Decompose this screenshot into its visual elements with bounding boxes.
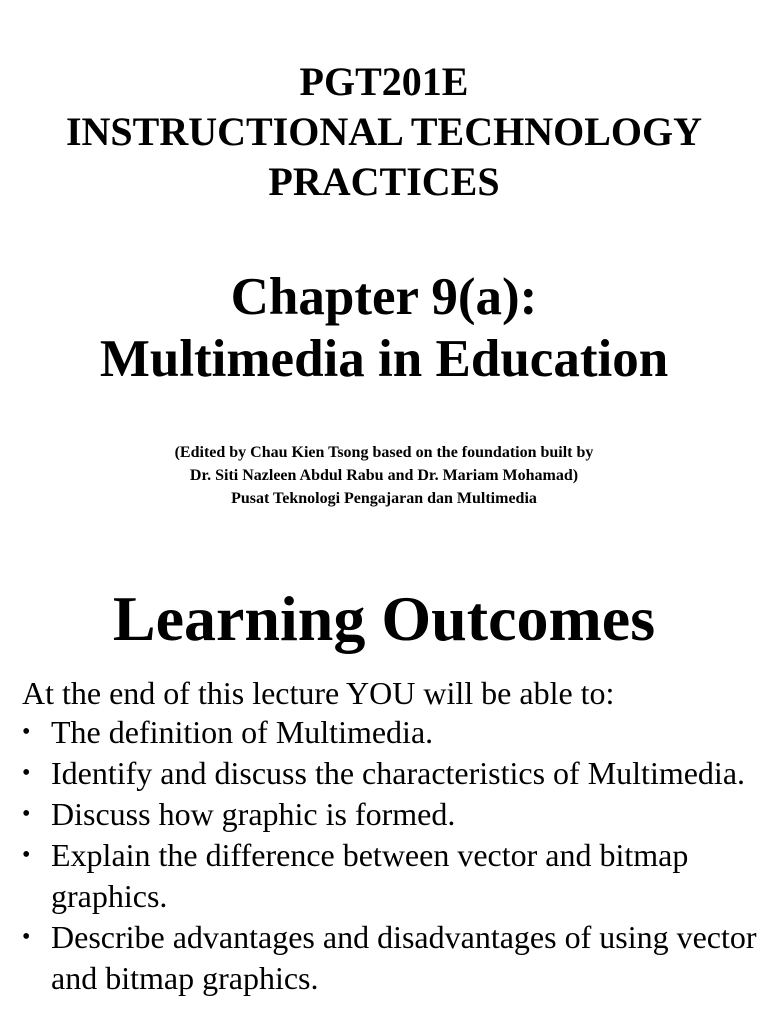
bullet-icon: • — [22, 924, 31, 950]
learning-outcomes-heading: Learning Outcomes — [112, 583, 656, 654]
outcome-text: The definition of Multimedia. — [51, 714, 434, 750]
list-item — [22, 835, 762, 917]
course-title-line-1: INSTRUCTIONAL TECHNOLOGY — [65, 109, 703, 154]
bullet-icon: • — [22, 719, 31, 745]
bullet-icon: • — [22, 842, 31, 868]
bullet-icon: • — [22, 801, 31, 827]
course-code: PGT201E — [299, 59, 469, 104]
outcome-text: Discuss how graphic is formed. — [51, 796, 456, 832]
list-item — [22, 712, 762, 753]
chapter-number: Chapter 9(a): — [230, 268, 538, 326]
list-item — [22, 917, 762, 999]
chapter-title: Multimedia in Education — [99, 330, 669, 388]
outcome-text: Explain the difference between vector and bitmap graphics. — [51, 837, 689, 914]
course-title-line-2: PRACTICES — [268, 159, 500, 204]
outcome-text: Identify and discuss the characteristics of Multimedia. — [51, 755, 746, 791]
list-item — [22, 753, 762, 794]
credit-line-1: (Edited by Chau Kien Tsong based on the foundation built by — [174, 444, 594, 461]
list-item — [22, 794, 762, 835]
credit-line-3: Pusat Teknologi Pengajaran dan Multimedia — [231, 490, 537, 507]
outcome-text: Describe advantages and disadvantages of using vector and bitmap graphics. — [51, 919, 757, 996]
outcome-list — [22, 712, 762, 999]
bullet-icon: • — [22, 760, 31, 786]
credit-line-2: Dr. Siti Nazleen Abdul Rabu and Dr. Mariam Mohamad) — [189, 467, 579, 484]
learning-outcomes-intro: At the end of this lecture YOU will be able to: — [22, 675, 615, 711]
